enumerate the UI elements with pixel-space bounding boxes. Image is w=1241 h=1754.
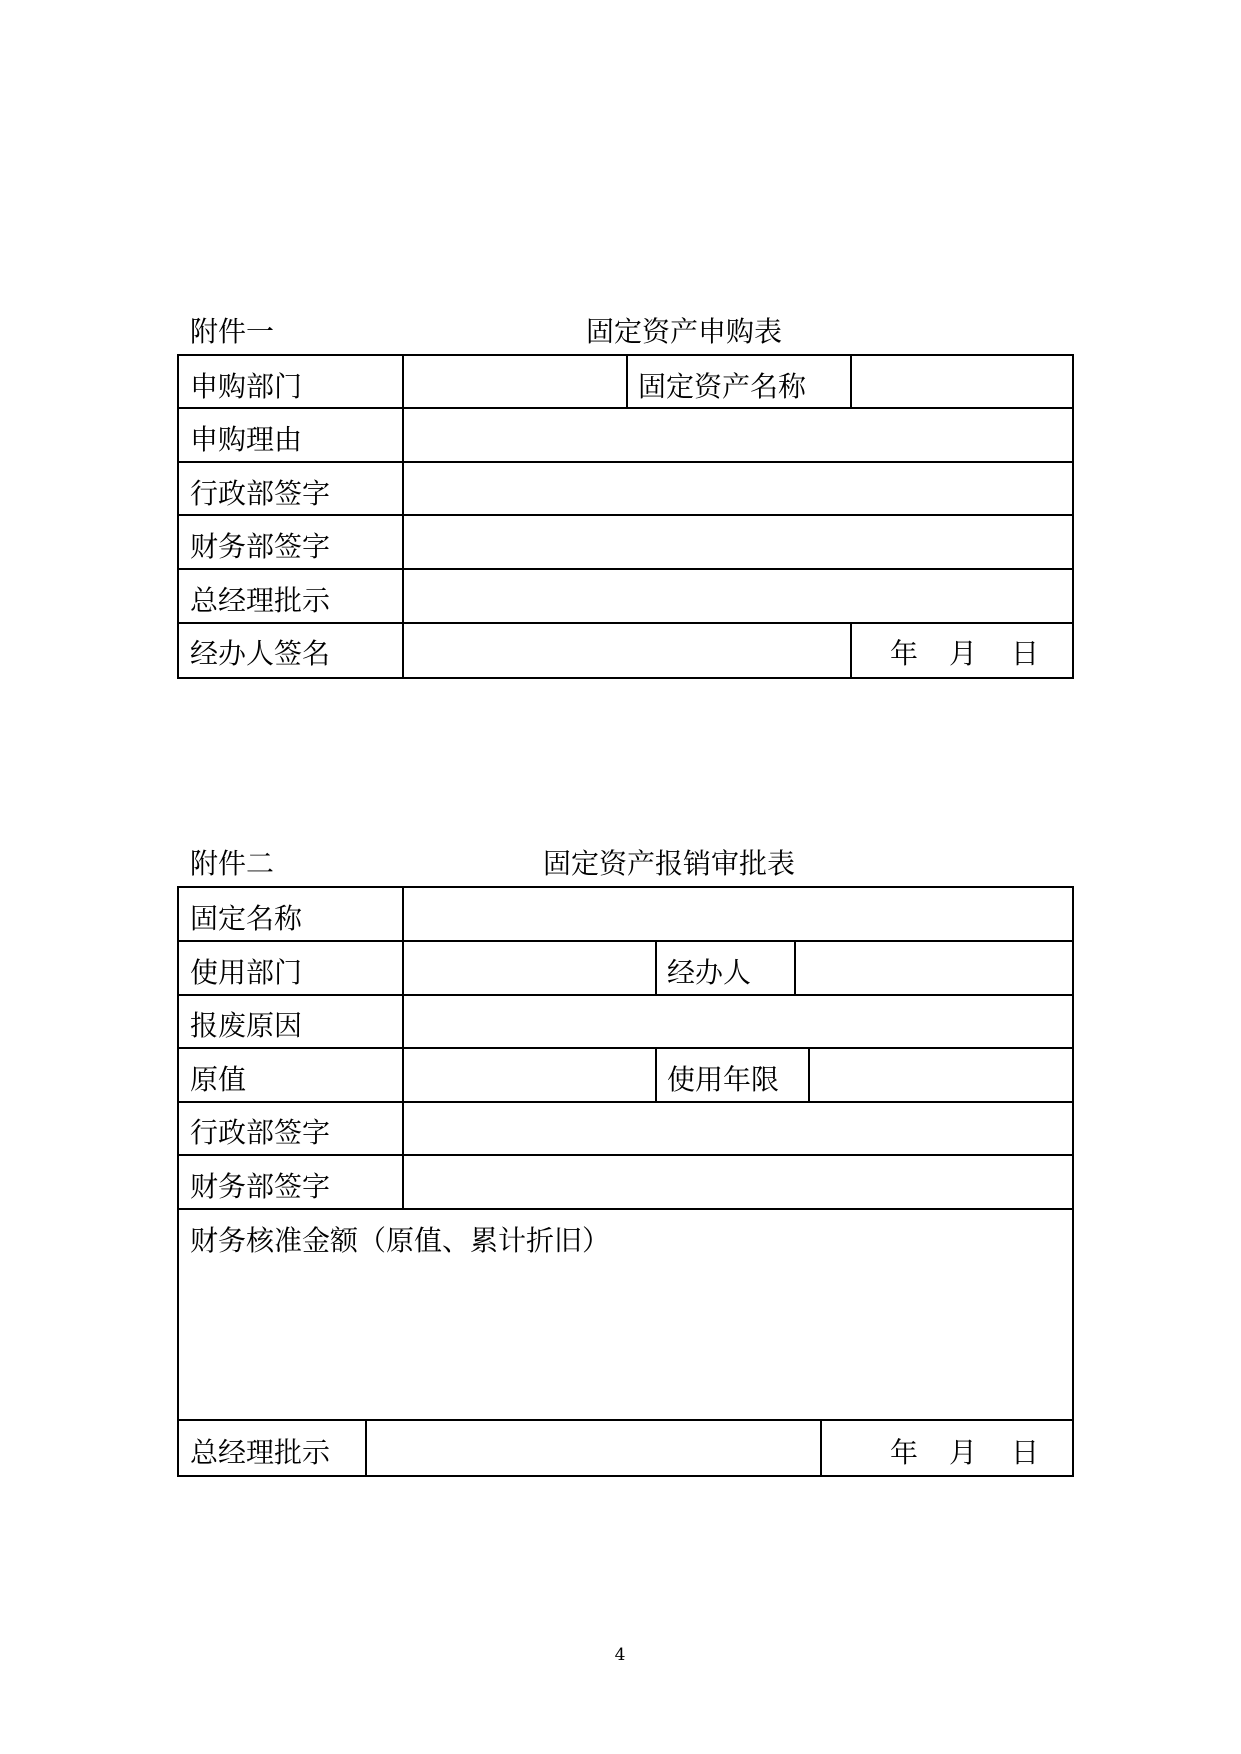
form2-date-day: 日 [1011,1436,1040,1469]
form2-finance-sign-field[interactable] [404,1156,1072,1208]
form2-scrap-reason-field[interactable] [404,996,1072,1047]
form2-original-value-field[interactable] [404,1049,655,1101]
form2-rule [820,1419,822,1477]
form1-gm-approval-label: 总经理批示 [190,584,331,617]
form2-attachment-label: 附件二 [190,847,275,880]
form2-title: 固定资产报销审批表 [543,847,796,880]
form2-admin-sign-label: 行政部签字 [190,1116,331,1149]
form1-handler-sign-field[interactable] [404,624,850,677]
form2-rule [655,940,657,994]
form2-rule [655,1047,657,1101]
form1-admin-sign-field[interactable] [404,463,1072,514]
form1-admin-sign-label: 行政部签字 [190,477,331,510]
form1-date-year: 年 [890,637,919,670]
form2-handler-field[interactable] [796,942,1072,994]
page-number: 4 [614,1645,626,1665]
form1-rule [850,622,852,679]
form2-finance-sign-label: 财务部签字 [190,1170,331,1203]
form1-dept-label: 申购部门 [190,370,303,403]
form1-finance-sign-field[interactable] [404,516,1072,568]
form2-finance-amount-label: 财务核准金额（原值、累计折旧） [190,1224,611,1257]
form2-finance-amount-field[interactable] [179,1260,1072,1419]
form2-use-dept-label: 使用部门 [190,956,303,989]
form2-use-dept-field[interactable] [404,942,655,994]
form2-fixed-name-label: 固定名称 [190,902,303,935]
form2-date-year: 年 [890,1436,919,1469]
form1-reason-field[interactable] [404,409,1072,461]
form2-admin-sign-field[interactable] [404,1103,1072,1154]
form1-asset-name-field[interactable] [852,356,1072,407]
form1-asset-name-label: 固定资产名称 [638,370,807,403]
form1-dept-field[interactable] [404,356,626,407]
form2-gm-approval-field[interactable] [367,1421,820,1475]
form2-service-life-label: 使用年限 [667,1063,780,1096]
form2-fixed-name-field[interactable] [404,888,1072,940]
form1-gm-approval-field[interactable] [404,570,1072,622]
form2-rule [177,1208,1074,1210]
form1-handler-sign-label: 经办人签名 [190,637,331,670]
form2-date-month: 月 [949,1436,978,1469]
form2-service-life-field[interactable] [810,1049,1072,1101]
form1-attachment-label: 附件一 [190,315,275,348]
form2-handler-label: 经办人 [667,956,752,989]
form1-date-month: 月 [949,637,978,670]
form1-date-day: 日 [1011,637,1040,670]
form2-original-value-label: 原值 [190,1063,247,1096]
form1-finance-sign-label: 财务部签字 [190,530,331,563]
form1-rule [626,354,628,408]
form1-title: 固定资产申购表 [586,315,783,348]
form2-scrap-reason-label: 报废原因 [190,1009,303,1042]
form1-reason-label: 申购理由 [190,423,303,456]
form2-gm-approval-label: 总经理批示 [190,1436,331,1469]
